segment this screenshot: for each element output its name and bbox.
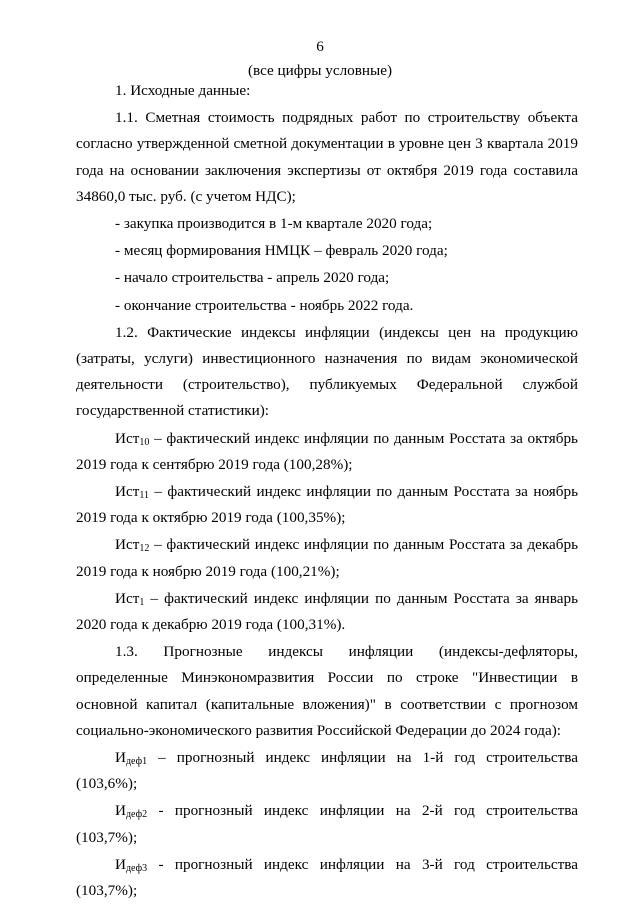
deflator-symbol: И xyxy=(115,802,126,820)
index-subscript: 1 xyxy=(139,596,145,608)
bullet-item: - окончание строительства - ноябрь 2022 года. xyxy=(115,296,414,314)
index-symbol: Ист xyxy=(115,483,140,501)
deflator-description: - прогнозный индекс инфляции на 2-й год строительства (103,7%); xyxy=(76,802,578,846)
index-symbol: Ист xyxy=(115,536,140,554)
deflator-item xyxy=(76,798,578,850)
bullet-item: - начало строительства - апрель 2020 года; xyxy=(115,269,390,287)
index-item xyxy=(76,426,578,478)
index-description: – фактический индекс инфляции по данным Росстата за январь 2020 года к декабрю 2019 года (100,31%). xyxy=(76,589,578,634)
deflator-subscript: деф2 xyxy=(125,809,148,821)
deflator-description: - прогнозный индекс инфляции на 3-й год строительства (103,7%); xyxy=(76,855,578,900)
deflator-description: – прогнозный индекс инфляции на 1-й год строительства (103,6%); xyxy=(76,749,578,793)
index-description: – фактический индекс инфляции по данным Росстата за ноябрь 2019 года к октябрю 2019 года (100,35%); xyxy=(76,483,578,527)
document-body xyxy=(76,78,578,904)
deflator-item xyxy=(76,852,578,904)
deflator-symbol: И xyxy=(115,749,126,767)
page-number: 6 xyxy=(316,38,324,55)
paragraph-1-3: 1.3. Прогнозные индексы инфляции (индексы-дефляторы, определенные Минэкономразвития России по строке "Инвестиции в основной капитал (капитальные вложения)" в соответствии с прогнозом социально-экономического развития Российской Федерации до 2024 года): xyxy=(76,643,578,739)
paragraph-1-2: 1.2. Фактические индексы инфляции (индексы цен на продукцию (затраты, услуги) инвестиционного назначения по видам экономической деятельности (строительство), публикуемых Федеральной службой государственной статистики): xyxy=(76,323,578,420)
deflator-subscript: деф3 xyxy=(125,862,148,874)
bullet-item: - месяц формирования НМЦК – февраль 2020 года; xyxy=(115,242,448,260)
index-item xyxy=(76,532,578,584)
note-conditional-figures: (все цифры условные) xyxy=(247,62,393,79)
bullet-item: - закупка производится в 1-м квартале 2020 года; xyxy=(115,215,433,233)
index-symbol: Ист xyxy=(115,589,140,607)
index-item xyxy=(76,479,578,531)
index-description: – фактический индекс инфляции по данным Росстата за декабрь 2019 года к ноябрю 2019 года (100,21%); xyxy=(76,536,578,580)
index-subscript: 12 xyxy=(139,543,150,555)
deflator-subscript: деф1 xyxy=(125,756,148,768)
index-description: – фактический индекс инфляции по данным Росстата за октябрь 2019 года к сентябрю 2019 года (100,28%); xyxy=(76,429,578,473)
index-subscript: 11 xyxy=(139,490,149,502)
index-subscript: 10 xyxy=(139,436,150,448)
deflator-symbol: И xyxy=(115,855,126,873)
section-heading: 1. Исходные данные: xyxy=(115,82,251,99)
index-symbol: Ист xyxy=(115,429,140,447)
index-item xyxy=(76,586,578,638)
deflator-item xyxy=(76,745,578,797)
paragraph-1-1: 1.1. Сметная стоимость подрядных работ по строительству объекта согласно утвержденной сметной документации в уровне цен 3 квартала 2019 года на основании заключения экспертизы от октября 2019 года составила 34860,0 тыс. руб. (с учетом НДС); xyxy=(76,109,578,205)
